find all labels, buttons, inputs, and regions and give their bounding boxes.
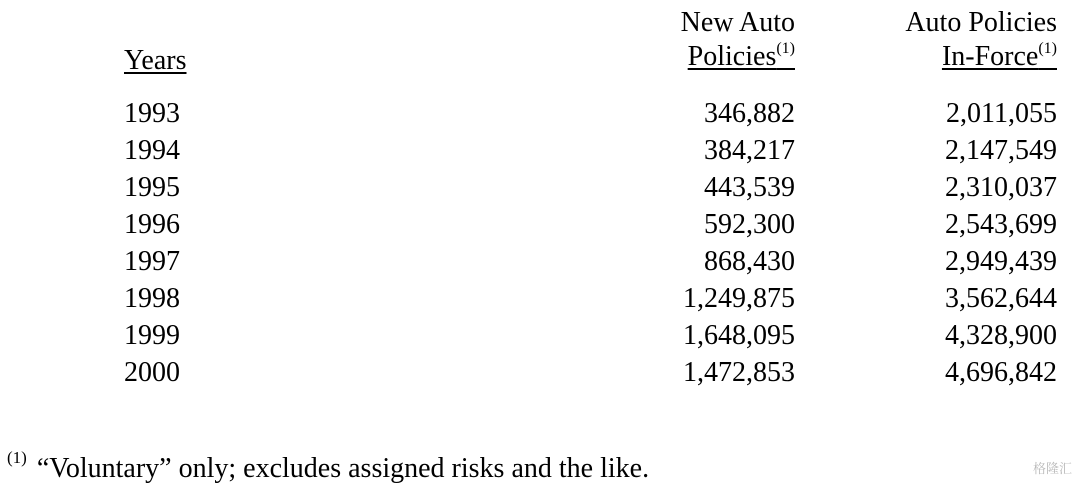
year-cell: 1993 <box>124 98 180 129</box>
table-row <box>0 134 1080 171</box>
table-row <box>0 245 1080 282</box>
year-cell: 1999 <box>124 320 180 351</box>
in-force-header-label: In-Force <box>941 41 1039 72</box>
year-cell: 1997 <box>124 246 180 277</box>
table-row <box>0 97 1080 134</box>
footnote-text: “Voluntary” only; excludes assigned risks and the like. <box>36 453 650 484</box>
in-force-cell: 2,011,055 <box>946 98 1057 129</box>
year-cell: 1994 <box>124 135 180 166</box>
table-row <box>0 208 1080 245</box>
table-row <box>0 319 1080 356</box>
new-policies-cell: 1,249,875 <box>683 283 795 314</box>
footnote <box>7 448 650 486</box>
new-policies-cell: 1,472,853 <box>683 357 795 388</box>
new-policies-cell: 1,648,095 <box>683 320 795 351</box>
in-force-cell: 4,328,900 <box>945 320 1057 351</box>
new-policies-cell: 346,882 <box>704 98 795 129</box>
table-row <box>0 171 1080 208</box>
new-auto-footnote-ref: (1) <box>776 40 795 57</box>
year-cell: 1998 <box>124 283 180 314</box>
new-auto-policies-header <box>681 6 795 74</box>
new-policies-cell: 868,430 <box>704 246 795 277</box>
year-cell: 1995 <box>124 172 180 203</box>
year-cell: 2000 <box>124 357 180 388</box>
in-force-cell: 3,562,644 <box>945 283 1057 314</box>
auto-policies-in-force-header <box>905 6 1057 74</box>
new-policies-cell: 384,217 <box>704 135 795 166</box>
policies-table-body <box>0 97 1080 393</box>
years-header-label: Years <box>124 45 187 76</box>
in-force-header-line2 <box>905 40 1057 74</box>
new-policies-cell: 443,539 <box>704 172 795 203</box>
new-auto-header-line2 <box>681 40 795 74</box>
in-force-cell: 4,696,842 <box>945 357 1057 388</box>
in-force-footnote-ref: (1) <box>1038 40 1057 57</box>
years-header <box>124 44 187 78</box>
in-force-cell: 2,147,549 <box>945 135 1057 166</box>
table-row <box>0 282 1080 319</box>
watermark-logo: 格隆汇 <box>1032 462 1072 477</box>
new-policies-cell: 592,300 <box>704 209 795 240</box>
table-row <box>0 356 1080 393</box>
in-force-cell: 2,310,037 <box>945 172 1057 203</box>
in-force-cell: 2,949,439 <box>945 246 1057 277</box>
footnote-marker: (1) <box>7 448 27 467</box>
new-auto-header-label: Policies <box>687 41 777 72</box>
in-force-cell: 2,543,699 <box>945 209 1057 240</box>
in-force-header-line1: Auto Policies <box>905 7 1057 38</box>
new-auto-header-line1: New Auto <box>680 7 795 38</box>
year-cell: 1996 <box>124 209 180 240</box>
